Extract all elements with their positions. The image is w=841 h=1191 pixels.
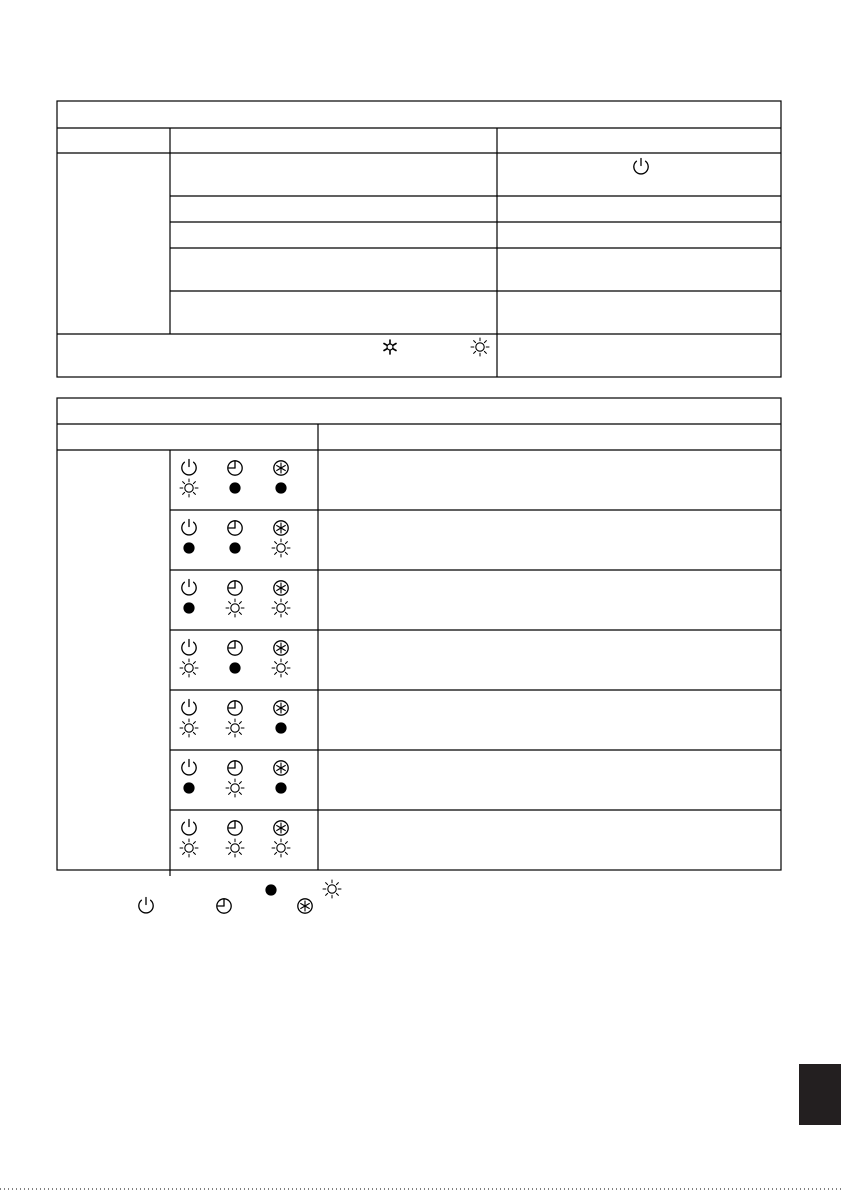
power-lamp-icon	[182, 460, 196, 475]
indicator-row	[182, 520, 290, 558]
timer-lamp-icon	[228, 461, 242, 475]
lamp-blinking-icon	[272, 659, 290, 677]
timer-lamp-icon	[228, 581, 242, 595]
fan-lamp-icon	[274, 701, 288, 715]
section-tab	[799, 1064, 841, 1125]
indicator-row	[180, 640, 290, 678]
power-lamp-icon	[182, 760, 196, 775]
page-edge-dots	[0, 1186, 841, 1191]
timer-lamp-icon	[228, 521, 242, 535]
timer-lamp-icon	[228, 701, 242, 715]
lamp-on-icon	[229, 482, 240, 493]
lamp-blinking-icon	[226, 719, 244, 737]
timer-lamp-icon	[228, 641, 242, 655]
snowflake-icon	[384, 340, 396, 354]
lamp-blinking-icon	[180, 479, 198, 497]
power-lamp-icon	[182, 820, 196, 835]
timer-icon	[217, 899, 231, 913]
lamp-blinking-icon	[226, 599, 244, 617]
table-bottom	[57, 398, 781, 876]
fan-lamp-icon	[274, 521, 288, 535]
power-icon	[139, 898, 153, 913]
lamp-on-icon	[275, 482, 286, 493]
lamp-on-icon	[229, 662, 240, 673]
indicator-row	[180, 820, 290, 858]
lamp-on-icon	[275, 722, 286, 733]
lamp-blinking-icon	[272, 839, 290, 857]
lamp-blinking-icon	[180, 839, 198, 857]
lamp-blinking-icon	[272, 599, 290, 617]
power-icon	[634, 159, 648, 174]
fan-lamp-icon	[274, 821, 288, 835]
indicator-rows	[180, 460, 290, 858]
lamp-blinking-icon	[226, 839, 244, 857]
indicator-row	[180, 460, 288, 498]
power-lamp-icon	[182, 580, 196, 595]
fan-lamp-icon	[274, 641, 288, 655]
table-top	[57, 101, 781, 377]
legend	[139, 880, 341, 913]
lamp-on-icon	[275, 782, 286, 793]
lamp-on-icon	[183, 602, 194, 613]
sun-blink-icon	[471, 338, 489, 356]
indicator-row	[182, 760, 288, 798]
fan-lamp-icon	[274, 581, 288, 595]
indicator-row	[180, 700, 288, 738]
lamp-blinking-icon	[226, 779, 244, 797]
lamp-on-icon	[183, 542, 194, 553]
fan-icon	[298, 899, 312, 913]
fan-lamp-icon	[274, 761, 288, 775]
timer-lamp-icon	[228, 821, 242, 835]
fan-lamp-icon	[274, 461, 288, 475]
timer-lamp-icon	[228, 761, 242, 775]
indicator-row	[182, 580, 290, 618]
solid-dot-icon	[265, 884, 276, 895]
power-lamp-icon	[182, 700, 196, 715]
lamp-blinking-icon	[272, 539, 290, 557]
power-lamp-icon	[182, 520, 196, 535]
table-bottom-frame	[57, 398, 781, 870]
lamp-blinking-icon	[180, 719, 198, 737]
lamp-on-icon	[229, 542, 240, 553]
power-lamp-icon	[182, 640, 196, 655]
table-top-frame	[57, 101, 781, 377]
blink-icon	[323, 880, 341, 898]
lamp-on-icon	[183, 782, 194, 793]
lamp-blinking-icon	[180, 659, 198, 677]
